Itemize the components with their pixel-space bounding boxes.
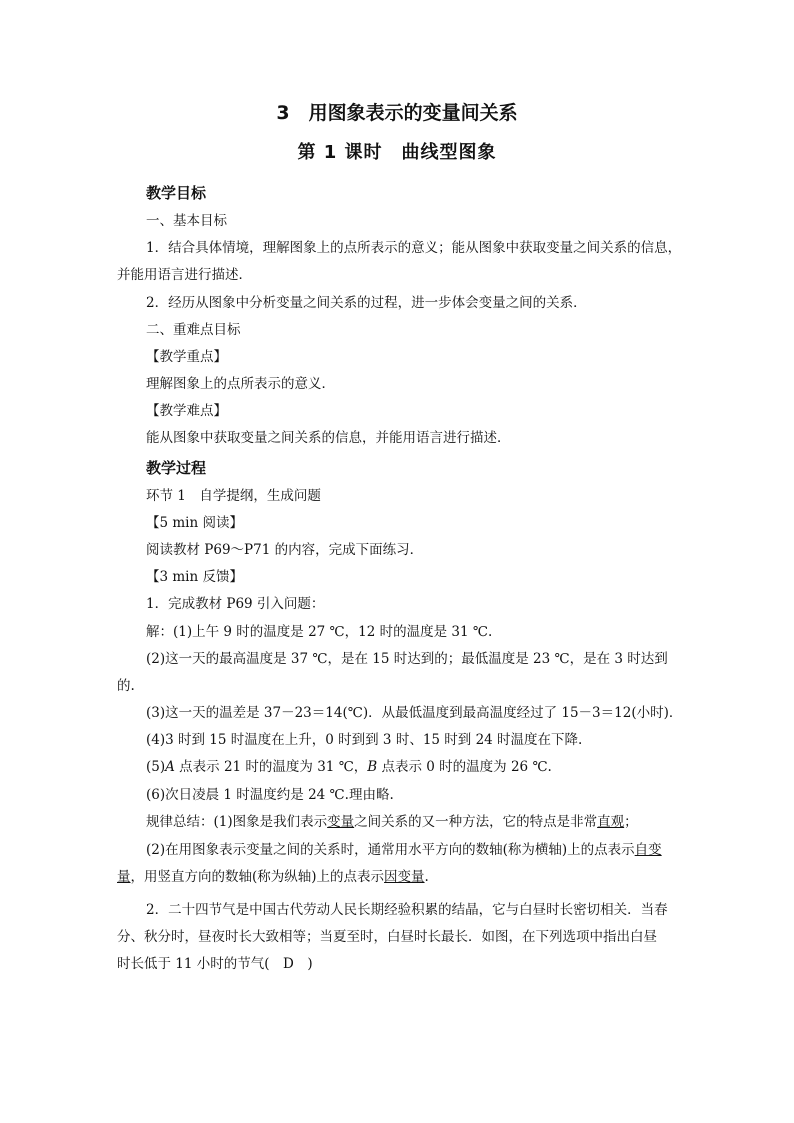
question2-line3: 时长低于 11 小时的节气( D ) xyxy=(117,956,313,972)
answer6: (6)次日凌晨 1 时温度约是 24 ℃.理由略. xyxy=(146,787,394,803)
answer3: (3)这一天的温差是 37－23＝14(℃)．从最低温度到最高温度经过了 15－3＝12(小时)． xyxy=(146,705,683,721)
difficulty-label: 【教学难点】 xyxy=(146,403,227,419)
answer2-line1: (2)这一天的最高温度是 37 ℃，是在 15 时达到的；最低温度是 23 ℃，是在 3 时达到 xyxy=(146,651,668,667)
goal1-line1: 1．结合具体情境，理解图象上的点所表示的意义；能从图象中获取变量之间关系的信息， xyxy=(146,240,682,256)
basic-goals-heading: 一、基本目标 xyxy=(146,213,227,229)
lesson-title: 3 用图象表示的变量间关系 xyxy=(276,102,518,124)
rule2-blank-independent-part1: 自变 xyxy=(634,842,662,858)
answer2-line2: 的. xyxy=(117,678,135,694)
question2-line1: 2．二十四节气是中国古代劳动人民长期经验积累的结晶，它与白昼时长密切相关．当春 xyxy=(146,902,668,918)
rule2-end: . xyxy=(424,869,429,885)
rule-end: ； xyxy=(624,814,638,830)
goals-heading: 教学目标 xyxy=(146,184,207,202)
point-b-label: B xyxy=(367,759,378,775)
question1: 1．完成教材 P69 引入问题： xyxy=(146,596,325,612)
read-label: 【5 min 阅读】 xyxy=(146,515,243,531)
rule2-blank-dependent: 因变量 xyxy=(384,869,425,885)
key-point-text: 理解图象上的点所表示的意义． xyxy=(146,376,335,392)
key-goals-heading: 二、重难点目标 xyxy=(146,322,241,338)
rule2-blank-independent-part2: 量 xyxy=(117,869,131,885)
answer5-prefix: (5) xyxy=(146,759,166,775)
answer5-middle: 点表示 21 时的温度为 31 ℃， xyxy=(174,759,368,775)
process-heading: 教学过程 xyxy=(146,459,207,477)
goal1-line2: 并能用语言进行描述． xyxy=(117,267,252,283)
rule-middle: 之间关系的又一种方法，它的特点是非常 xyxy=(354,814,598,830)
answer1: 解：(1)上午 9 时的温度是 27 ℃，12 时的温度是 31 ℃. xyxy=(146,624,493,640)
answer4: (4)3 时到 15 时温度在上升，0 时到到 3 时、15 时到 24 时温度在下降. xyxy=(146,732,583,748)
rule-summary-line1 xyxy=(146,812,638,832)
rule-summary-line3 xyxy=(117,867,429,887)
question2-line2: 分、秋分时，昼夜时长大致相等；当夏至时，白昼时长最长．如图，在下列选项中指出白昼 xyxy=(117,929,657,945)
rule-prefix: 规律总结：(1)图象是我们表示 xyxy=(146,814,328,830)
key-point-label: 【教学重点】 xyxy=(146,349,227,365)
feedback-label: 【3 min 反馈】 xyxy=(146,569,243,585)
answer5-suffix: 点表示 0 时的温度为 26 ℃. xyxy=(377,759,552,775)
rule-summary-line2 xyxy=(146,840,662,860)
rule2-middle: ，用竖直方向的数轴(称为纵轴)上的点表示 xyxy=(130,869,385,885)
lesson-subtitle: 第 1 课时 曲线型图象 xyxy=(297,142,497,163)
point-a-label: A xyxy=(165,759,175,775)
difficulty-text: 能从图象中获取变量之间关系的信息，并能用语言进行描述． xyxy=(146,430,511,446)
goal2-text: 2．经历从图象中分析变量之间关系的过程，进一步体会变量之间的关系． xyxy=(146,295,587,311)
read-text: 阅读教材 P69～P71 的内容，完成下面练习． xyxy=(146,542,424,558)
rule2-prefix: (2)在用图象表示变量之间的关系时，通常用水平方向的数轴(称为横轴)上的点表示 xyxy=(146,842,635,858)
rule-blank-variable: 变量 xyxy=(327,814,355,830)
rule-blank-intuitive: 直观 xyxy=(597,814,625,830)
step1-heading: 环节 1 自学提纲，生成问题 xyxy=(146,488,321,504)
answer5 xyxy=(146,757,552,777)
